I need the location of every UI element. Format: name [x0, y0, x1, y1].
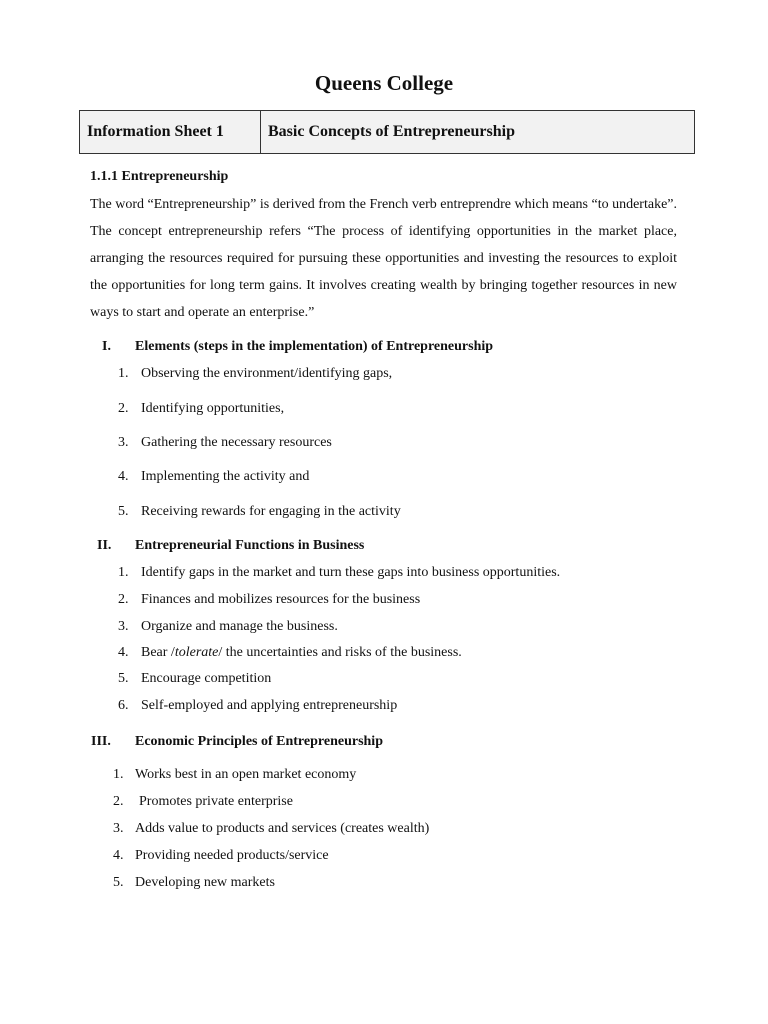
list-text: Promotes private enterprise — [139, 794, 293, 809]
list-number: 3. — [113, 821, 124, 836]
info-sheet-subject: Basic Concepts of Entrepreneurship — [268, 123, 515, 140]
list-number: 5. — [118, 671, 129, 686]
list-number: 5. — [118, 504, 129, 519]
list-number: 1. — [113, 767, 124, 782]
part1-title: Elements (steps in the implementation) of Entrepreneurship — [135, 339, 494, 354]
list-text: Works best in an open market economy — [135, 767, 357, 782]
list-text: Developing new markets — [135, 875, 275, 890]
section-heading: 1.1.1 Entrepreneurship — [90, 169, 229, 184]
list-number: 4. — [118, 645, 129, 660]
list-text: Gathering the necessary resources — [141, 435, 332, 450]
list-text: Finances and mobilizes resources for the business — [141, 592, 421, 607]
intro-paragraph: The word “Entrepreneurship” is derived from the French verb entreprendre which means “to undertake”. The concept entrepreneurship refers “The process of identifying opportunities in the market place, arranging the resources required for pursuing these opportunities and investing the resources to exploit the opportunities for long term gains. It involves creating wealth by bringing together resources in new ways to start and operate an enterprise.” — [90, 197, 677, 320]
part1-numeral: I. — [102, 339, 111, 354]
list-text: Providing needed products/service — [135, 848, 329, 863]
list-text: Identifying opportunities, — [141, 401, 285, 416]
list-text: Bear /tolerate/ the uncertainties and risks of the business. — [141, 645, 462, 660]
list-number: 3. — [118, 435, 129, 450]
list-number: 4. — [113, 848, 124, 863]
list-text: Encourage competition — [141, 671, 272, 686]
list-number: 2. — [118, 592, 129, 607]
list-number: 2. — [118, 401, 129, 416]
part2-numeral: II. — [97, 538, 112, 553]
info-sheet-label: Information Sheet 1 — [80, 111, 261, 153]
list-text: Organize and manage the business. — [141, 619, 338, 634]
list-text: Observing the environment/identifying gaps, — [141, 366, 393, 381]
list-number: 2. — [113, 794, 124, 809]
list-text: Identify gaps in the market and turn these gaps into business opportunities. — [141, 565, 561, 580]
list-number: 5. — [113, 875, 124, 890]
part2-title: Entrepreneurial Functions in Business — [135, 538, 365, 553]
list-text: Receiving rewards for engaging in the activity — [141, 504, 401, 519]
list-number: 1. — [118, 366, 129, 381]
list-text: Self-employed and applying entrepreneurship — [141, 698, 398, 713]
list-number: 1. — [118, 565, 129, 580]
list-text: Adds value to products and services (creates wealth) — [135, 821, 430, 836]
page-title: Queens College — [314, 71, 454, 95]
part3-title: Economic Principles of Entrepreneurship — [135, 734, 383, 749]
list-number: 6. — [118, 698, 129, 713]
info-sheet-table — [79, 110, 695, 154]
part3-numeral: III. — [91, 734, 111, 749]
list-number: 4. — [118, 469, 129, 484]
list-text: Implementing the activity and — [141, 469, 310, 484]
list-number: 3. — [118, 619, 129, 634]
